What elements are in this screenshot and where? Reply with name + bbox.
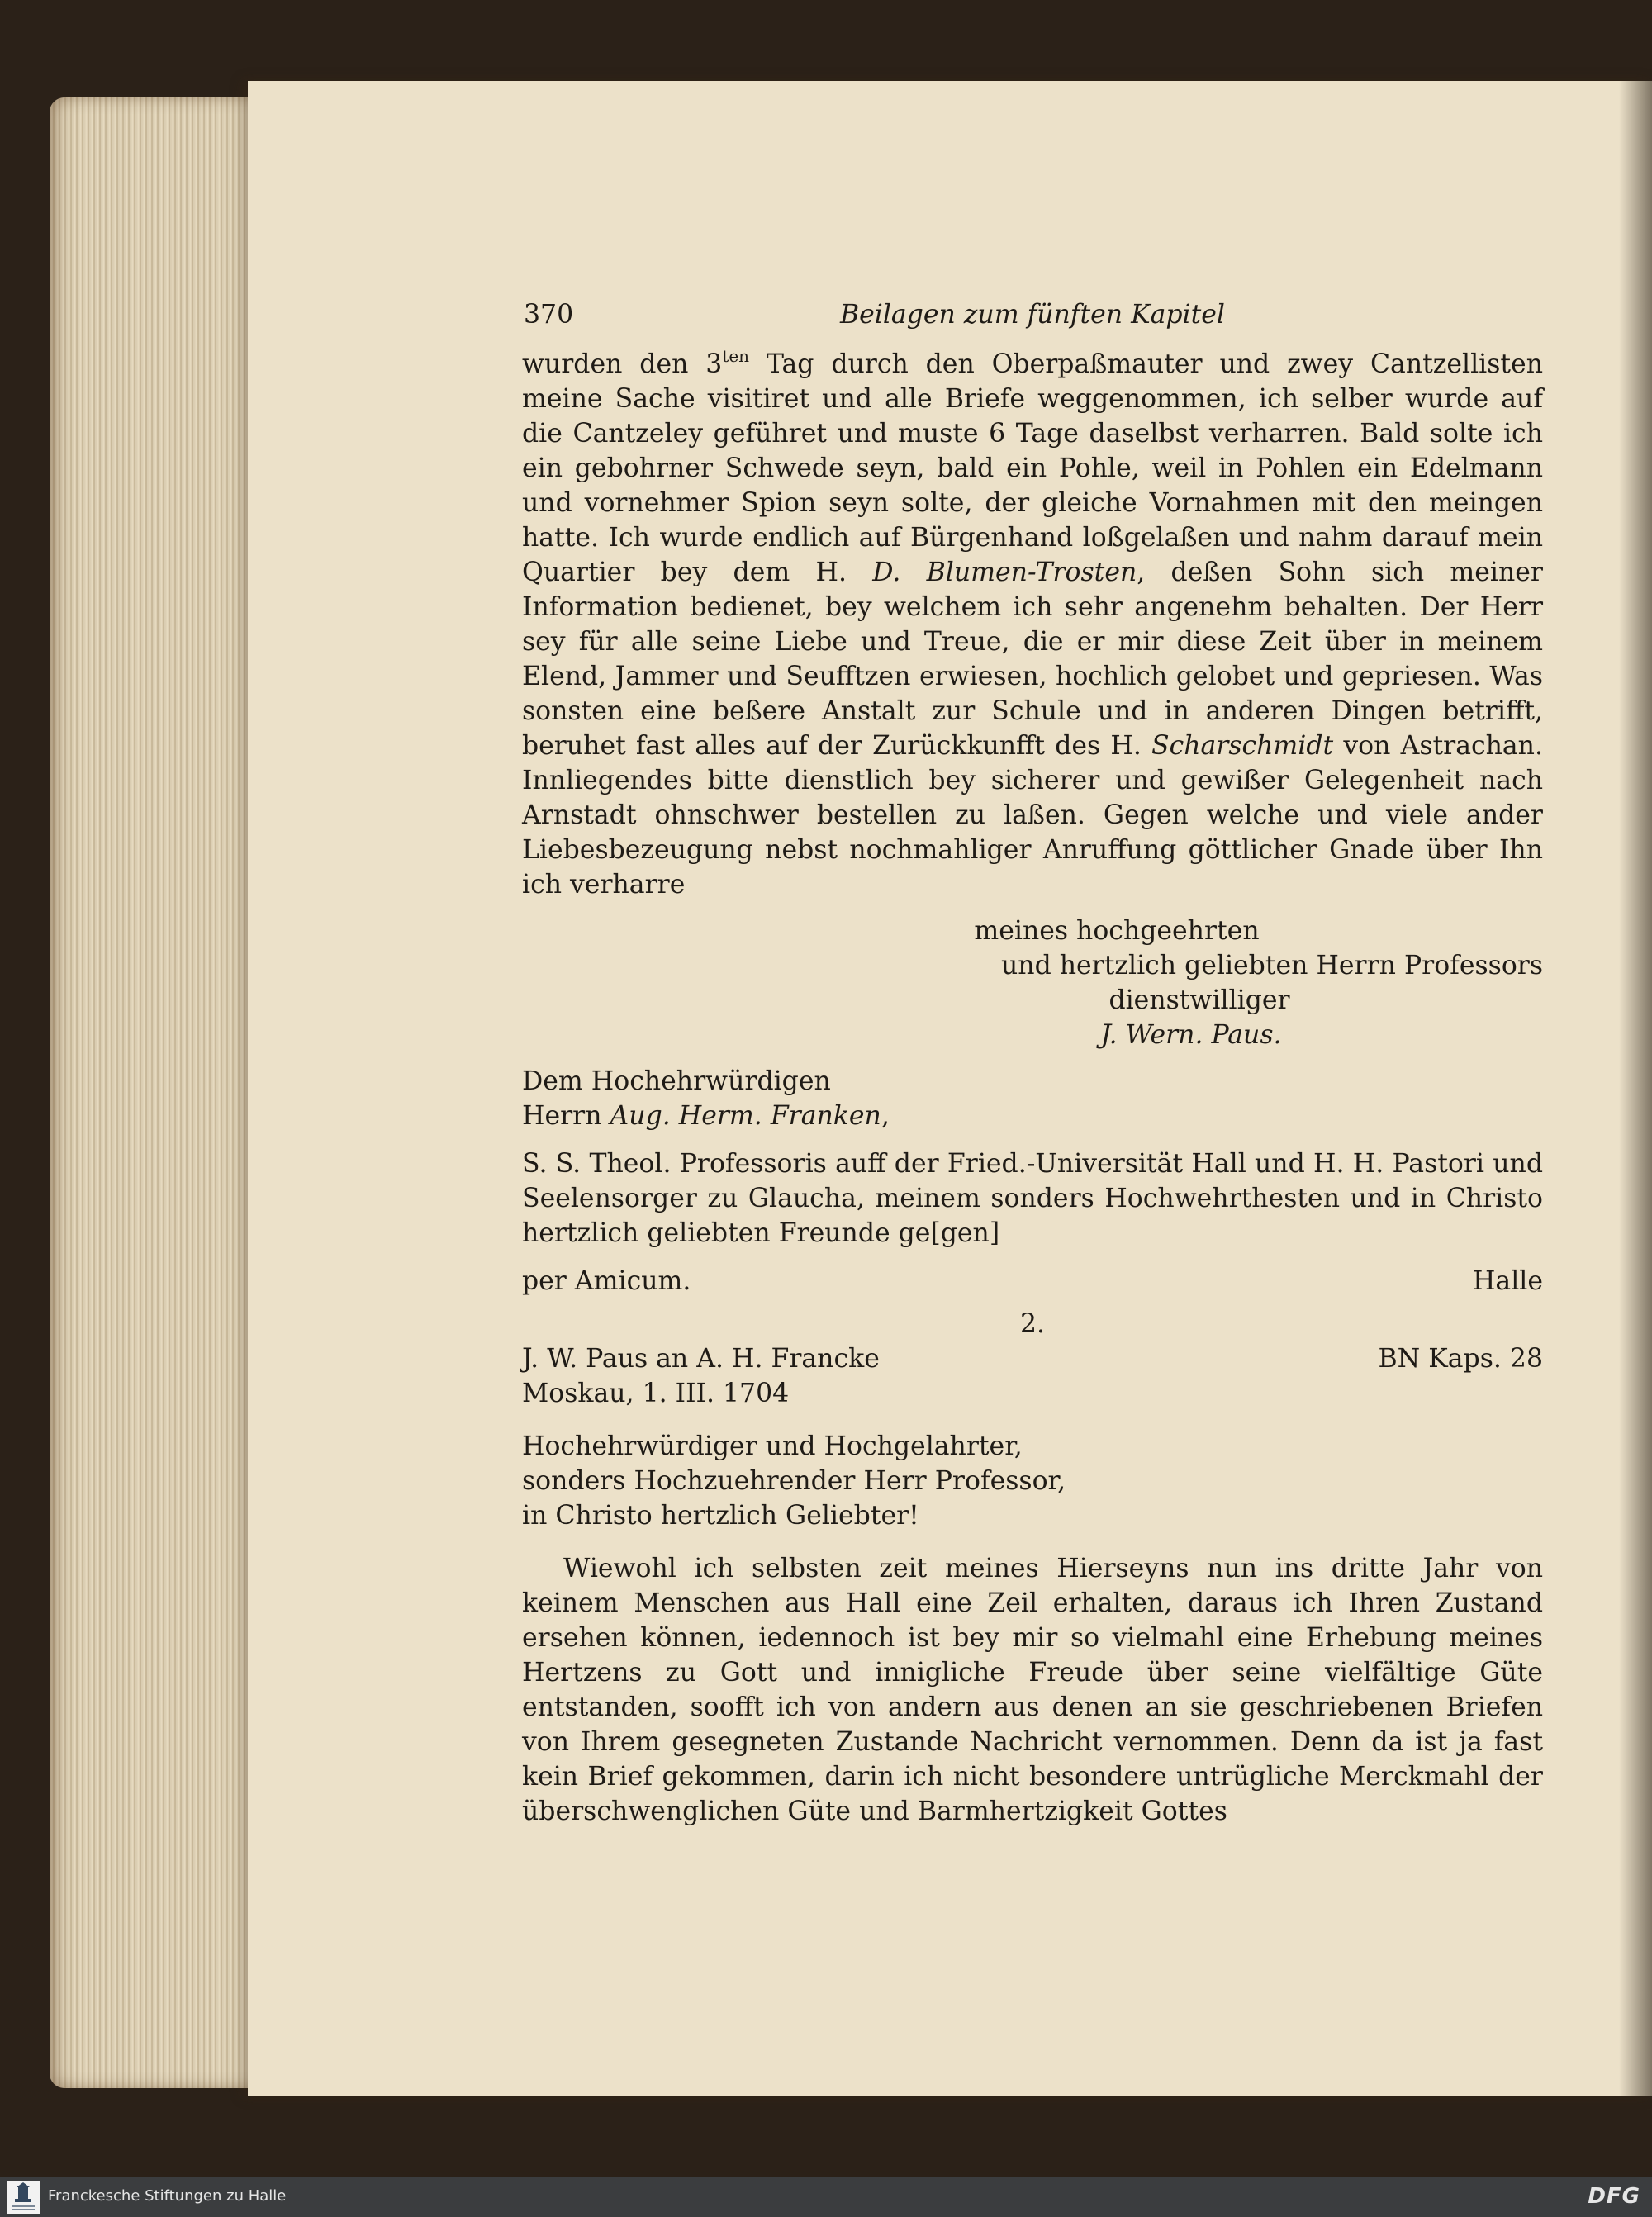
letter2-body: Wiewohl ich selbsten zeit meines Hierseyns nun ins dritte Jahr von keinem Menschen aus Hall eine Zeil erhalten, daraus ich Ihren Zustand ersehen können, iedennoch ist bey mir so vielmahl eine Erhebung meines Hertzens zu Gott und innigliche Freude über seine vielfältige Güte entstanden, soofft ich von andern aus denen an sie geschriebenen Briefen von Ihrem gesegneten Zustande Nachricht vernommen. Denn da ist ja fast kein Brief gekommen, darin ich nicht besondere untrügliche Merckmahl der überschwenglichen Güte und Barmhertzigkeit Gottes xyxy=(522,1554,1543,1826)
letter1-body xyxy=(522,347,1543,902)
address-detail: S. S. Theol. Professoris auff der Fried.-Universität Hall und H. H. Pastori und Seelensorger zu Glaucha, meinem sonders Hochwehrthesten und in Christo hertzlich geliebten Freunde ge[gen] xyxy=(522,1149,1543,1248)
body-text: , deßen Sohn sich meiner Information bedienet, bey welchem ich sehr angenehm behalten. Der Herr sey für alle seine Liebe und Treue, die er mir diese Zeit über in meinem Elend, Jammer und Seufftzen erwiesen, hochlich gelobet und gepriesen. Was sonsten eine beßere Anstalt zur Schule und in anderen Dingen betrifft, beruhet fast alles auf der Zurückkunfft des H. xyxy=(522,558,1543,761)
letter2-heading xyxy=(522,1341,1543,1376)
address-line: Dem Hochehrwürdigen xyxy=(522,1066,831,1096)
closing-line: und hertzlich geliebten Herrn Professors xyxy=(1001,951,1544,980)
sender-recipient: J. W. Paus an A. H. Francke xyxy=(522,1344,880,1374)
address-line xyxy=(522,1099,1543,1133)
body-text: wurden den 3 xyxy=(522,349,723,379)
letter1-closing xyxy=(522,914,1543,1052)
address-text: , xyxy=(881,1101,890,1131)
page-text xyxy=(522,297,1543,1829)
salutation-line: sonders Hochzuehrender Herr Professor, xyxy=(522,1466,1066,1496)
address-footer-row xyxy=(522,1264,1543,1298)
address-text: Herrn xyxy=(522,1101,610,1131)
addressee-name: Aug. Herm. Franken xyxy=(610,1101,881,1131)
body-text: Tag durch den Oberpaßmauter und zwey Cantzellisten meine Sache visitiret und alle Briefe weggenommen, ich selber wurde auf die Cantzeley geführet und muste 6 Tage daselbst verharren. Bald solte ich ein gebohrner Schwede seyn, bald ein Pohle, weil in Pohlen ein Edelmann und vornehmer Spion seyn solte, der gleiche Vornahmen mit den meingen hatte. Ich wurde endlich auf Bürgenhand loßgelaßen und nahm darauf mein Quartier bey dem H. xyxy=(522,349,1543,587)
institution-name: Franckesche Stiftungen zu Halle xyxy=(48,2187,287,2205)
shelfmark: BN Kaps. 28 xyxy=(1378,1344,1543,1374)
place-date: Moskau, 1. III. 1704 xyxy=(522,1379,790,1408)
destination-place: Halle xyxy=(1472,1266,1543,1296)
letter1-address xyxy=(522,1064,1543,1298)
institution-logo-icon xyxy=(7,2181,40,2214)
person-name: D. Blumen-Trosten xyxy=(872,558,1137,587)
salutation xyxy=(522,1429,1543,1533)
per-amicum: per Amicum. xyxy=(522,1266,691,1296)
footer-bar xyxy=(0,2177,1652,2217)
salutation-line: Hochehrwürdiger und Hochgelahrter, xyxy=(522,1431,1023,1461)
running-head xyxy=(522,297,1543,339)
book-page-edges xyxy=(50,97,264,2088)
closing-line: meines hochgeehrten xyxy=(974,916,1260,946)
person-name: Scharschmidt xyxy=(1151,731,1334,761)
salutation-line: in Christo hertzlich Geliebter! xyxy=(522,1501,919,1531)
signature-text: J. Wern. Paus. xyxy=(1100,1020,1282,1050)
signature xyxy=(985,1018,1398,1052)
letter-number: 2. xyxy=(1019,1309,1046,1339)
closing-line: dienstwilliger xyxy=(1108,985,1290,1015)
running-title: Beilagen zum fünften Kapitel xyxy=(839,300,1225,330)
body-text: von Astrachan. Innliegendes bitte dienstlich bey sicherer und gewißer Gelegenheit nach Arnstadt ohnschwer bestellen zu laßen. Gegen welche und viele ander Liebesbezeugung nebst nochmahliger Anruffung göttlicher Gnade über Ihn ich verharre xyxy=(522,731,1543,900)
funder-logo: DFG xyxy=(1588,2184,1640,2209)
superscript: ten xyxy=(722,345,750,366)
page-number: 370 xyxy=(524,300,574,330)
